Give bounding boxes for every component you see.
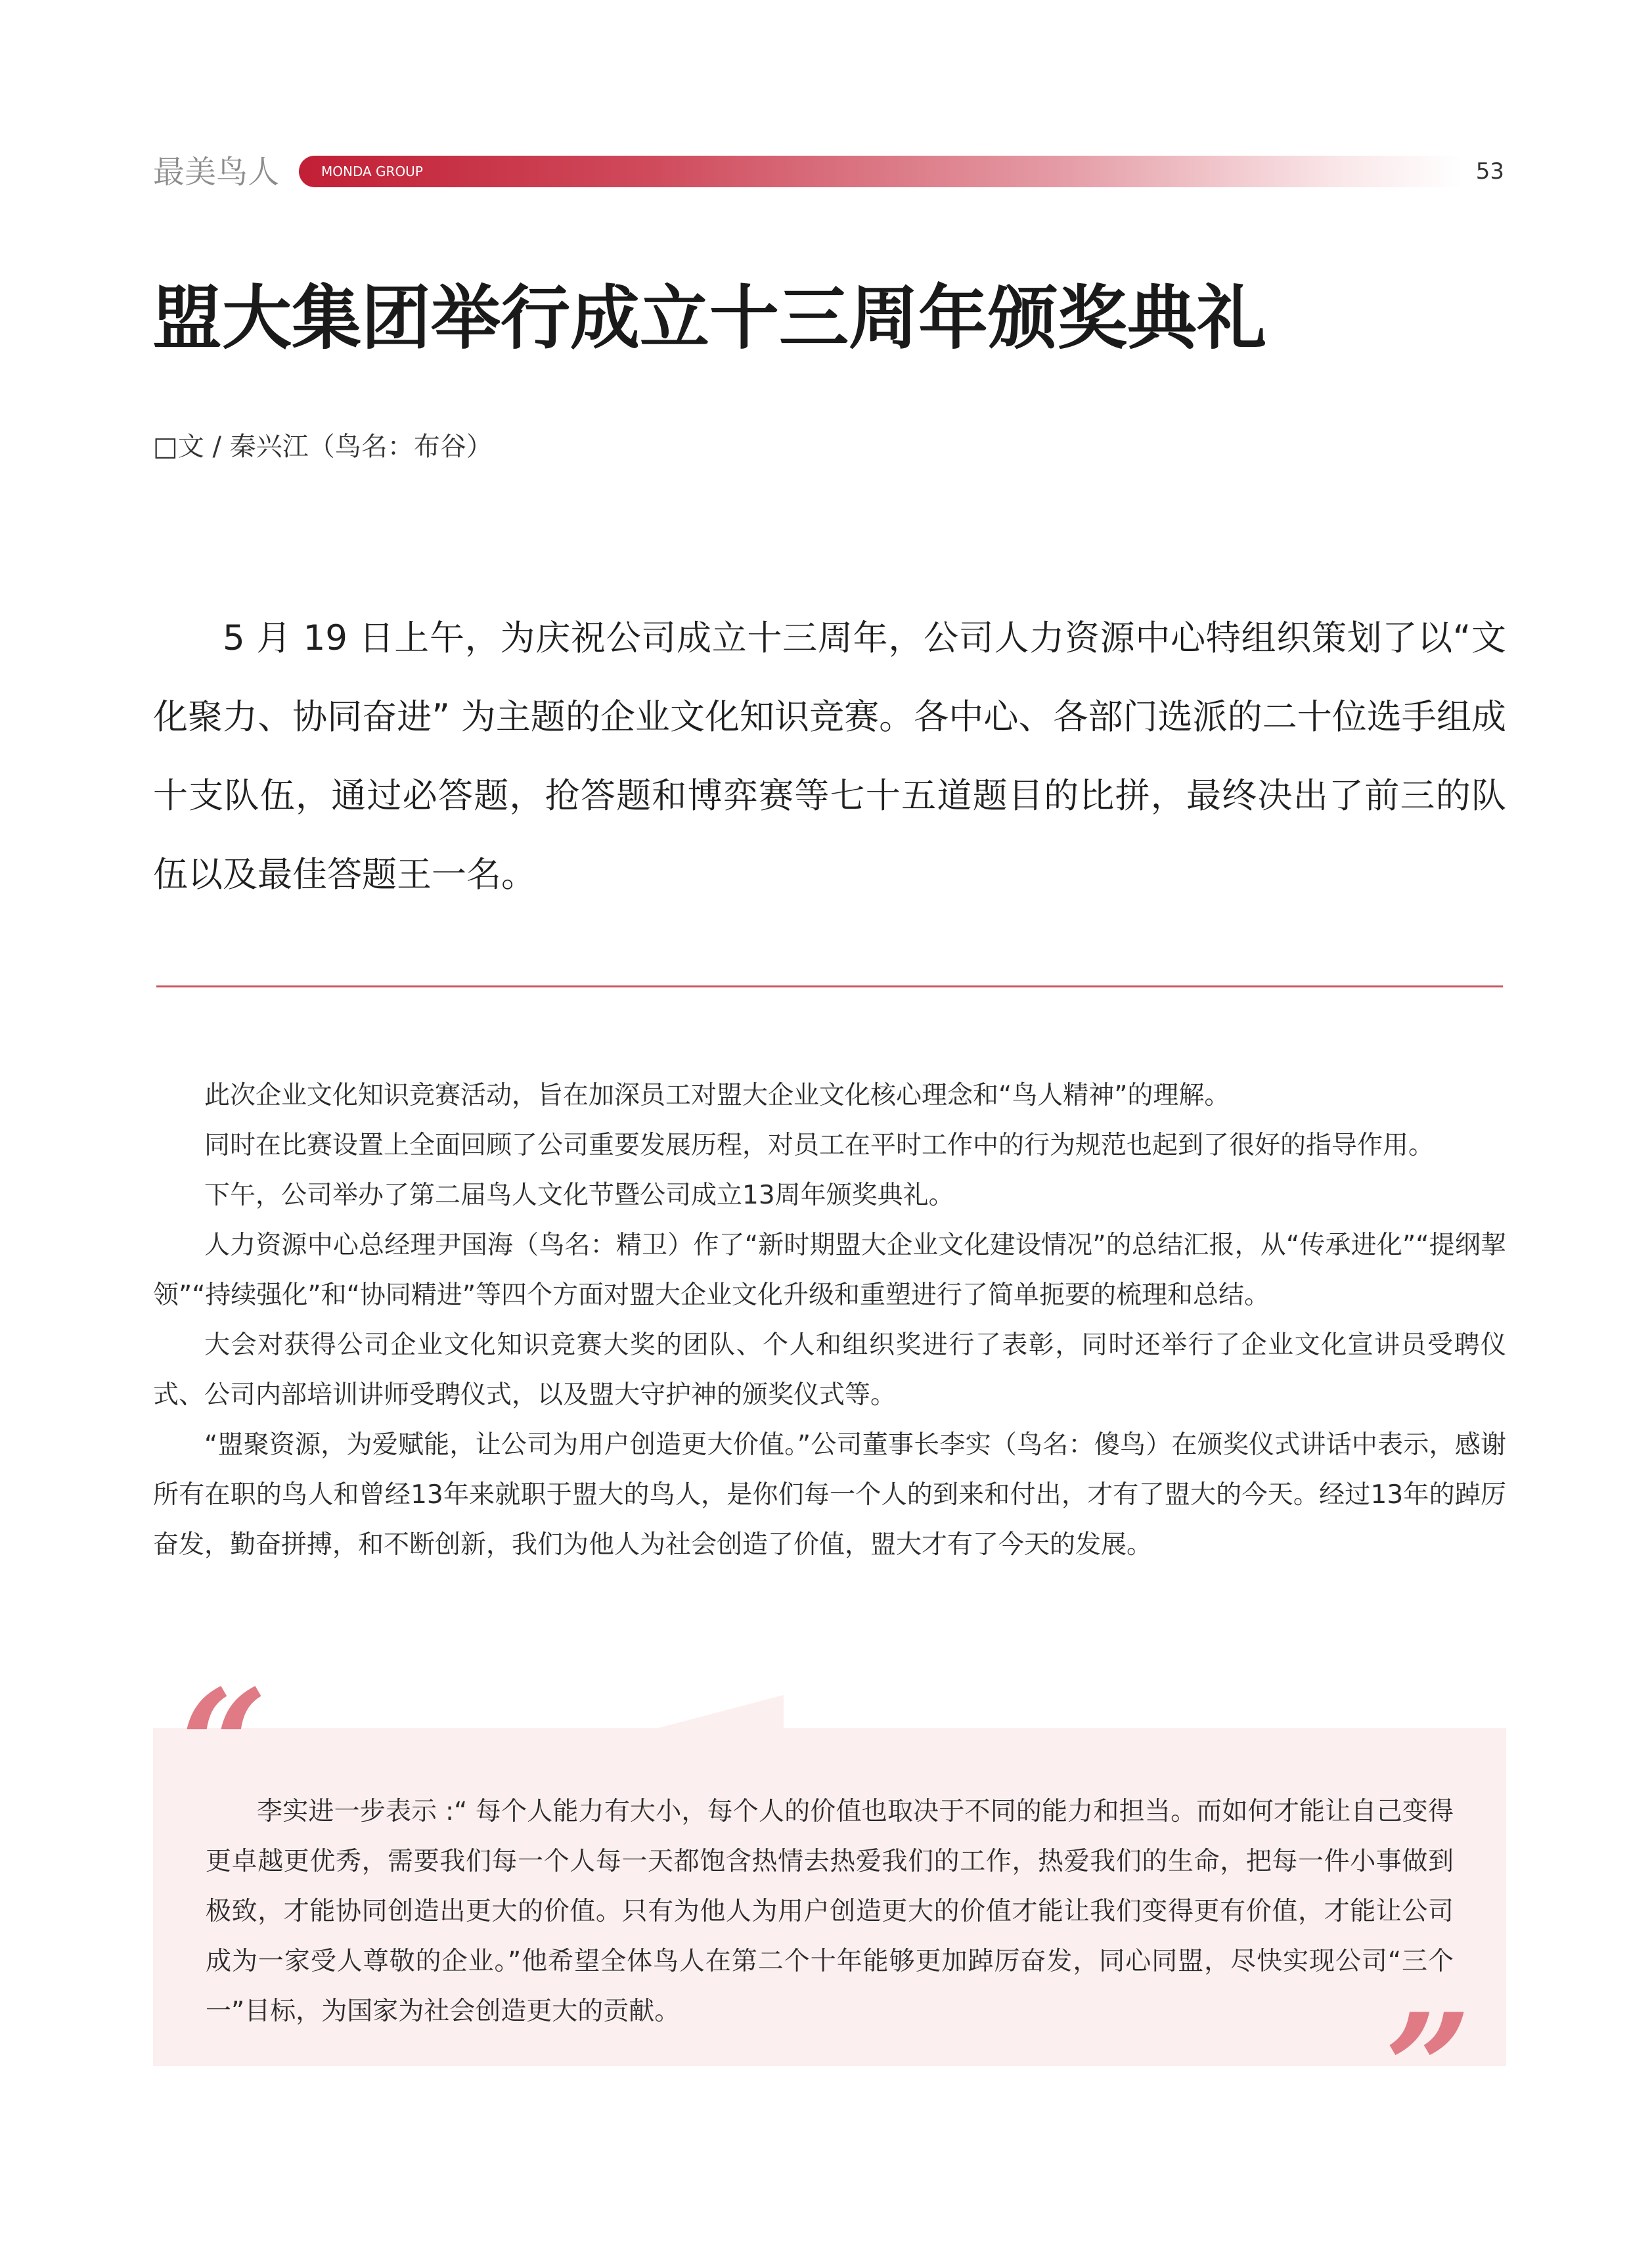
pull-quote <box>153 1657 1506 2158</box>
close-quote-icon: ” <box>1385 1981 1472 2158</box>
brand-banner <box>299 156 1462 187</box>
body-paragraph: 下午，公司举办了第二届鸟人文化节暨公司成立13周年颁奖典礼。 <box>204 1181 954 1210</box>
article-body <box>153 1071 1506 1570</box>
body-paragraph: 同时在比赛设置上全面回顾了公司重要发展历程，对员工在平时工作中的行为规范也起到了很好的指导作用。 <box>204 1131 1435 1160</box>
article-byline: □文 / 秦兴江（鸟名：布谷） <box>153 432 493 462</box>
article-title: 盟大集团举行成立十三周年颁奖典礼 <box>152 278 1266 359</box>
open-quote-icon: “ <box>181 1657 268 1834</box>
body-paragraph: “盟聚资源，为爱赋能，让公司为用户创造更大价值。”公司董事长李实（鸟名：傻鸟）在颁奖仪式讲话中表示，感谢所有在职的鸟人和曾经13年来就职于盟大的鸟人，是你们每一个人的到来和付出，才有了盟大的今天。经过13年的踔厉奋发，勤奋拼搏，和不断创新，我们为他人为社会创造了价值，盟大才有了今天的发展。 <box>153 1430 1506 1560</box>
brand-name: MONDA GROUP <box>321 164 423 179</box>
page-number: 53 <box>1475 158 1504 185</box>
section-label: 最美鸟人 <box>153 154 280 191</box>
page-header <box>0 0 1652 217</box>
body-paragraph: 大会对获得公司企业文化知识竞赛大奖的团队、个人和组织奖进行了表彰，同时还举行了企业文化宣讲员受聘仪式、公司内部培训讲师受聘仪式，以及盟大守护神的颁奖仪式等。 <box>153 1330 1506 1410</box>
quote-text: 李实进一步表示 :“ 每个人能力有大小，每个人的价值也取决于不同的能力和担当。而如何才能让自己变得更卓越更优秀，需要我们每一个人每一天都饱含热情去热爱我们的工作，热爱我们的生命，把每一件小事做到极致，才能协同创造出更大的价值。只有为他人为用户创造更大的价值才能让我们变得更有价值，才能让公司成为一家受人尊敬的企业。”他希望全体鸟人在第二个十年能够更加踔厉奋发，同心同盟，尽快实现公司“三个一”目标，为国家为社会创造更大的贡献。 <box>206 1797 1454 2026</box>
body-paragraph: 此次企业文化知识竞赛活动，旨在加深员工对盟大企业文化核心理念和“鸟人精神”的理解。 <box>204 1081 1230 1110</box>
body-paragraph: 人力资源中心总经理尹国海（鸟名：精卫）作了“新时期盟大企业文化建设情况”的总结汇报，从“传承进化”“提纲挈领”“持续强化”和“协同精进”等四个方面对盟大企业文化升级和重塑进行了简单扼要的梳理和总结。 <box>153 1231 1506 1310</box>
lead-paragraph: 5 月 19 日上午，为庆祝公司成立十三周年，公司人力资源中心特组织策划了以“文化聚力、协同奋进” 为主题的企业文化知识竞赛。各中心、各部门选派的二十位选手组成十支队伍，通过必答题，抢答题和博弈赛等七十五道题目的比拼，最终决出了前三的队伍以及最佳答题王一名。 <box>153 618 1506 895</box>
section-divider <box>156 985 1503 987</box>
